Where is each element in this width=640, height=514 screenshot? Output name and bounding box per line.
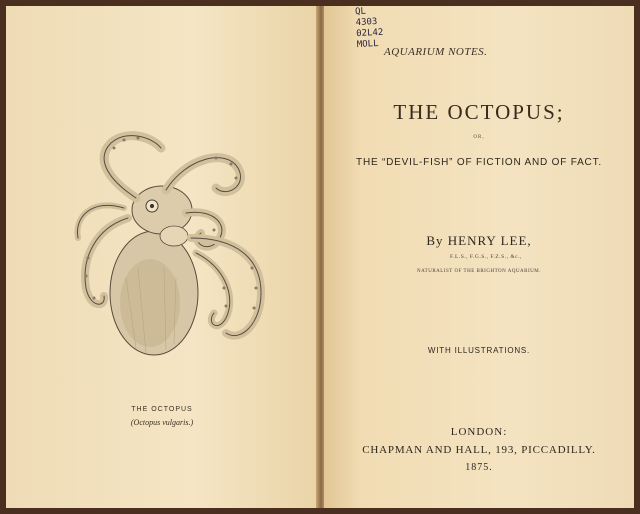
plate-caption-species: (Octopus vulgaris.) xyxy=(130,418,194,427)
call-number-line: 4303 xyxy=(355,16,378,29)
library-call-number xyxy=(355,5,399,51)
author-credentials: F.L.S., F.G.S., F.Z.S., &c., xyxy=(450,254,522,260)
book-subtitle: THE “DEVIL-FISH” OF FICTION AND OF FACT. xyxy=(356,157,602,168)
author-position: NATURALIST OF THE BRIGHTON AQUARIUM. xyxy=(417,269,541,274)
call-number-line: QL xyxy=(354,6,367,18)
plate-caption-title: THE OCTOPUS xyxy=(131,406,193,413)
imprint-city: LONDON: xyxy=(450,426,508,438)
book-spread xyxy=(6,6,634,508)
imprint-publisher: CHAPMAN AND HALL, 193, PICCADILLY. xyxy=(362,444,596,456)
frontispiece-page xyxy=(6,6,318,508)
author-line: By HENRY LEE, xyxy=(426,233,532,248)
call-number-line: MOLL xyxy=(356,38,379,51)
series-title: AQUARIUM NOTES. xyxy=(384,46,488,58)
imprint-year: 1875. xyxy=(465,462,493,473)
call-number-line: 02L42 xyxy=(356,27,384,40)
book-title: THE OCTOPUS; xyxy=(393,100,565,124)
octopus-illustration xyxy=(66,118,286,388)
illustrations-note: WITH ILLUSTRATIONS. xyxy=(427,346,531,355)
title-conjunction: OR, xyxy=(473,135,485,140)
title-page xyxy=(324,6,634,508)
